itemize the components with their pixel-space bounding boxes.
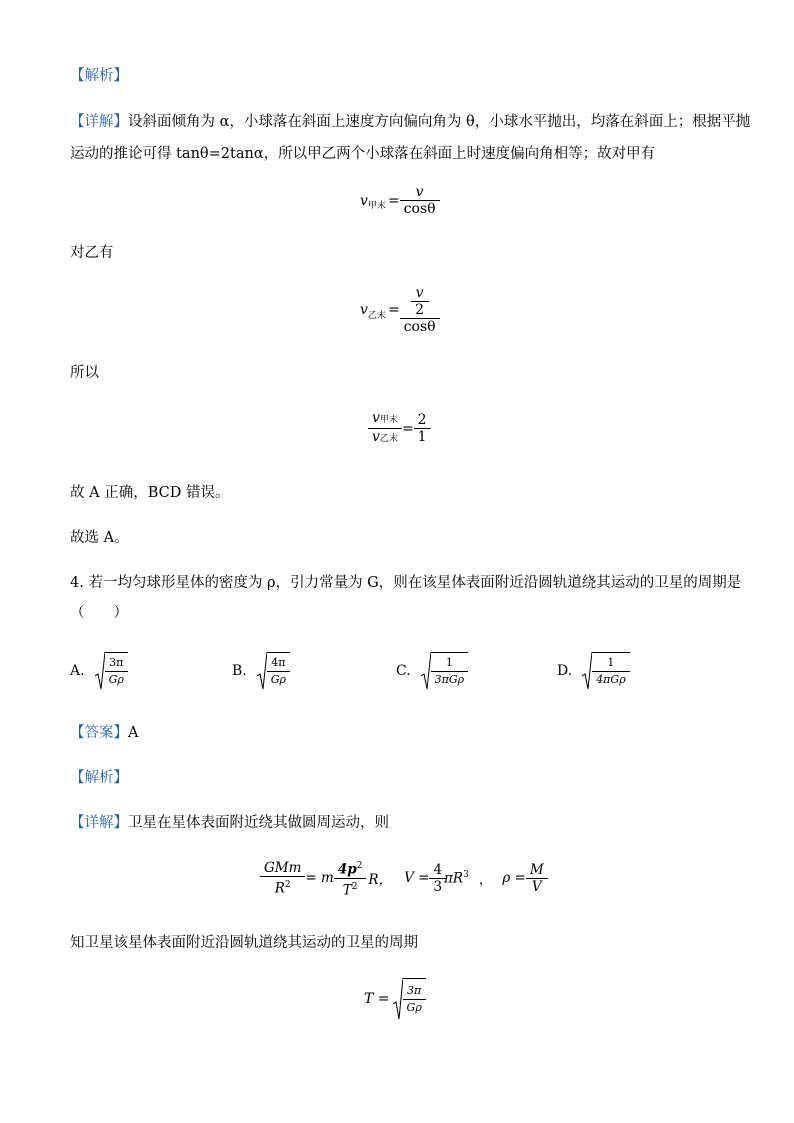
eqa-frac-num-exp: 2	[356, 861, 363, 871]
eq2-lhs: v	[360, 302, 368, 318]
final-lhs: T =	[364, 991, 390, 1007]
option-c-num: 1	[445, 656, 453, 669]
eqc-lhs: ρ =	[502, 870, 526, 886]
choice-text: 故选 A。	[70, 530, 129, 546]
eq3-den-sub: 乙末	[379, 434, 398, 444]
detail-paragraph-line-1	[70, 112, 750, 132]
eq3-rhs-den: 1	[417, 429, 427, 445]
eqc-num: M	[529, 861, 544, 878]
option-d[interactable]	[557, 652, 630, 690]
eqb-tail: πR	[444, 870, 464, 887]
eq1-lhs: v	[360, 192, 368, 209]
eq2-num-bot: 2	[415, 302, 425, 318]
conclusion-text: 故 A 正确，BCD 错误。	[70, 485, 230, 501]
option-c[interactable]	[396, 652, 468, 690]
eq3-rhs-num: 2	[417, 412, 427, 428]
suoyi-text: 所以	[70, 365, 99, 381]
question-4-blank: （ ）	[70, 605, 128, 621]
equation-v-yi: v 乙末 = $\frac{\frac{v}{2}}{\cos\theta}$	[360, 285, 438, 335]
analysis-label-2: 【解析】	[70, 770, 128, 786]
eq3-num-sub: 甲末	[379, 415, 398, 425]
detail-text-q4: 卫星在星体表面附近绕其做圆周运动，则	[128, 815, 389, 831]
final-den: Gρ	[406, 1001, 422, 1014]
final-num: 3π	[407, 984, 422, 997]
detail-label-2: 【详解】	[70, 815, 128, 831]
answer-value: A	[128, 725, 139, 741]
detail-line-q4	[70, 813, 389, 833]
eq1-den: cosθ	[403, 201, 436, 217]
detail-paragraph-line-2: 运动的推论可得 tanθ=2tanα，所以甲乙两个小球落在斜面上时速度偏向角相等；故对甲有	[70, 146, 656, 162]
eqa-eq: = m	[305, 870, 334, 886]
eq1-num: v	[415, 184, 424, 200]
eq1-lhs-sub: 甲末	[367, 201, 386, 211]
eqa-num: GMm	[264, 859, 302, 876]
eqb-den: 3	[433, 878, 443, 895]
eqa-frac-den-exp: 2	[351, 881, 358, 892]
eq3-num: v	[372, 410, 380, 426]
eq3-den: v	[372, 429, 380, 445]
option-b-num: 4π	[271, 656, 286, 669]
answer-line	[70, 723, 138, 743]
eqa-frac-den: T	[342, 882, 352, 898]
option-b[interactable]	[232, 652, 290, 690]
eqb-tail-exp: 3	[463, 869, 469, 880]
eqb-sep: ，	[478, 872, 493, 888]
eq2-den: cosθ	[403, 319, 436, 335]
analysis-label-1: 【解析】	[70, 68, 128, 84]
option-d-den: 4πGρ	[596, 673, 626, 686]
equation-period	[364, 978, 426, 1020]
dui-yi-text: 对乙有	[70, 245, 114, 261]
option-b-label: B.	[232, 663, 247, 679]
option-a-label: A.	[70, 663, 85, 679]
eqa-den-exp: 2	[284, 879, 291, 890]
option-b-den: Gρ	[270, 673, 287, 686]
option-a-den: Gρ	[108, 673, 124, 686]
equation-v-jia: v 甲末 = $\frac{v}{\cos\theta}$	[360, 184, 438, 217]
option-c-label: C.	[396, 663, 411, 679]
option-d-label: D.	[557, 663, 573, 679]
answer-label: 【答案】	[70, 725, 128, 741]
equation-gravitation	[262, 858, 546, 898]
detail-label-1: 【详解】	[70, 114, 128, 130]
option-a-num: 3π	[109, 656, 124, 669]
eqb-lhs: V =	[404, 870, 430, 886]
eqa-frac-num: 4p	[337, 861, 357, 878]
option-a[interactable]	[70, 652, 128, 690]
eq2-lhs-sub: 乙末	[367, 310, 386, 321]
detail-text-1: 设斜面倾角为 α，小球落在斜面上速度方向偏向角为 θ，小球水平抛出，均落在斜面上；根据平抛	[128, 114, 751, 130]
option-c-den: 3πGρ	[434, 673, 465, 686]
eqb-num: 4	[433, 861, 443, 878]
eqc-den: V	[531, 878, 542, 895]
known-text: 知卫星该星体表面附近沿圆轨道绕其运动的卫星的周期	[70, 935, 418, 951]
question-4-stem: 4. 若一均匀球形星体的密度为 ρ，引力常量为 G，则在该星体表面附近沿圆轨道绕其运动的卫星的周期是	[70, 575, 742, 591]
eqa-tail: R，	[368, 872, 393, 888]
eq2-num-top: v	[415, 285, 424, 301]
option-d-num: 1	[607, 656, 615, 669]
eqa-den: R	[274, 880, 285, 897]
equation-ratio: $\frac{\text{v甲末}}{\text{v乙末}}$ = $\frac{2}{1}$	[370, 410, 429, 447]
